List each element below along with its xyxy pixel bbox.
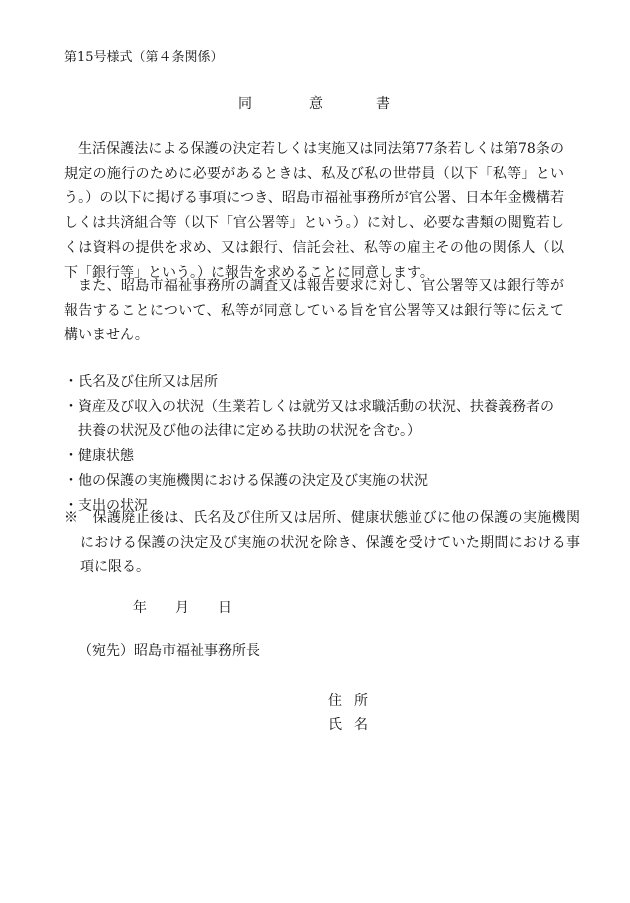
name-label-char-2: 名 <box>354 717 368 733</box>
note-text: ※ 保護廃止後は、氏名及び住所又は居所、健康状態並びに他の保護の実施機関における保護の決定及び実施の状況を除き、保護を受けていた期間における事項に限る。 <box>64 510 580 576</box>
title-char-2: 意 <box>309 96 323 112</box>
form-number: 第15号様式（第４条関係） <box>64 50 224 65</box>
list-item: ・支出の状況 <box>64 497 148 514</box>
consent-paragraph-2: また、昭島市福祉事務所の調査又は報告要求に対し、官公署等又は銀行等が報告することについて、私等が同意している旨を官公署等又は銀行等に伝えて構いません。 <box>64 278 564 344</box>
address-label-char-2: 所 <box>354 693 368 709</box>
title-char-3: 書 <box>376 96 390 112</box>
date-year-label: 年 <box>133 600 147 616</box>
consent-paragraph-1: 生活保護法による保護の決定若しくは実施又は同法第77条若しくは第78条の規定の施行のために必要があるときは、私及び私の世帯員（以下「私等」という。）の以下に掲げる事項につき、昭島市福祉事務所が官公署、日本年金機構若しくは共済組合等（以下「官公署等」という。）に対し、必要な書類の閲覧若しくは資料の提供を求め、又は銀行、信託会社、私等の雇主その他の関係人（以下「銀行等」という。）に報告を求めることに同意します。 <box>64 141 564 281</box>
title-char-1: 同 <box>238 96 252 112</box>
consent-items-list <box>64 370 564 518</box>
date-month-label: 月 <box>175 600 189 616</box>
address-label-char-1: 住 <box>328 693 342 709</box>
addressee: （宛先）昭島市福祉事務所長 <box>78 643 260 659</box>
list-item: ・氏名及び住所又は居所 <box>64 374 218 390</box>
list-item: ・資産及び収入の状況（生業若しくは就労又は求職活動の状況、扶養義務者の扶養の状況及び他の法律に定める扶助の状況を含む。） <box>64 398 554 440</box>
list-item: ・健康状態 <box>64 448 134 465</box>
date-day-label: 日 <box>218 600 232 616</box>
list-item: ・他の保護の実施機関における保護の決定及び実施の状況 <box>64 472 428 489</box>
name-label-char-1: 氏 <box>328 717 342 733</box>
